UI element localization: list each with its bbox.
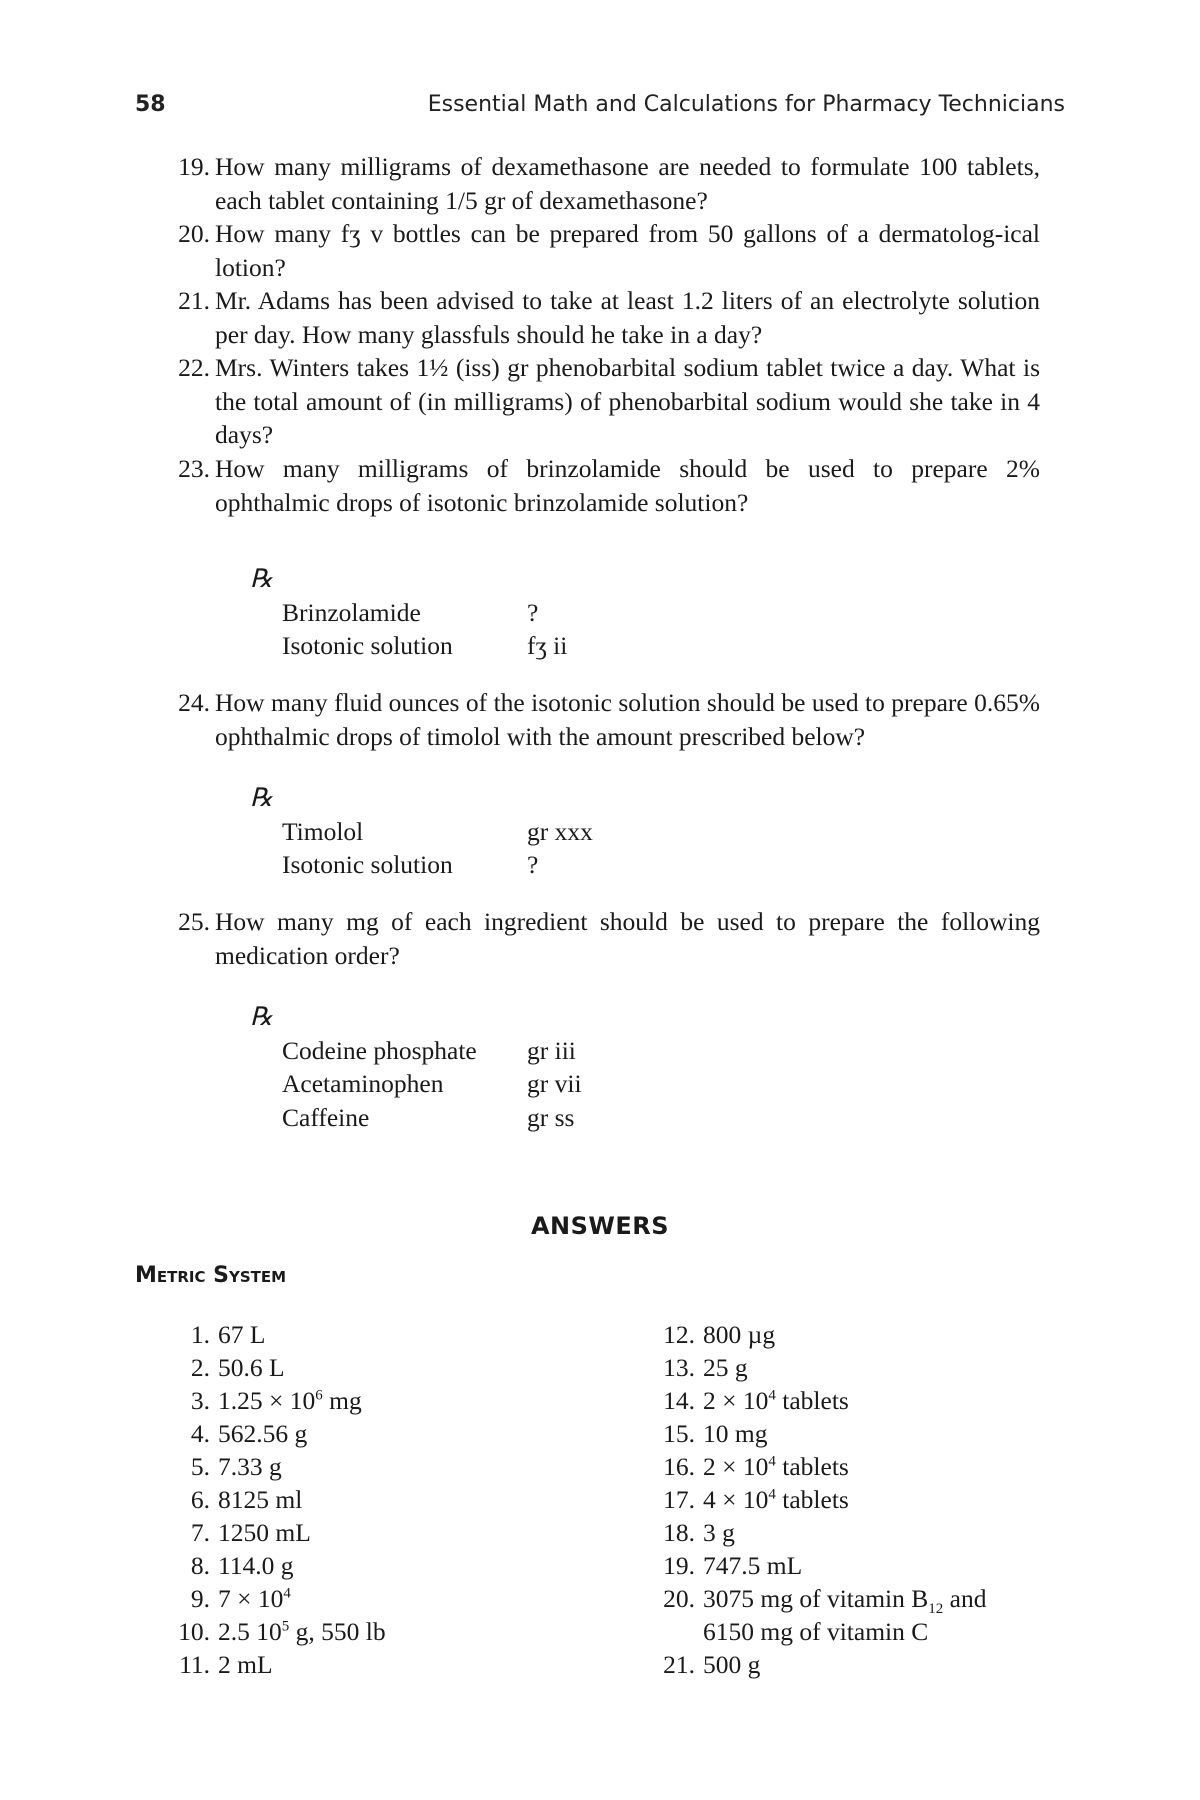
answer-item: [645, 1417, 1045, 1450]
amount: ?: [527, 850, 539, 879]
answer-item: [160, 1648, 600, 1681]
answer-text: 50.6 L: [218, 1353, 285, 1382]
prescription-row: [282, 1034, 582, 1068]
rx-symbol: ℞: [250, 783, 273, 812]
answer-item: [645, 1450, 1045, 1483]
answer-item: [645, 1351, 1045, 1384]
ingredient: Codeine phosphate: [282, 1035, 477, 1065]
answer-number: 14.: [663, 1386, 695, 1415]
answer-number: 13.: [663, 1353, 695, 1382]
answer-text: $1.25 \times 10^6$ mg: [218, 1386, 362, 1415]
ingredient: Isotonic solution: [282, 850, 453, 879]
answer-number: 6.: [190, 1485, 210, 1514]
answer-number: 18.: [663, 1518, 695, 1547]
answer-item: [645, 1549, 1045, 1582]
answer-number: 1.: [190, 1320, 210, 1349]
question-text: How many milligrams of dexamethasone are needed to formulate 100 tablets, each tablet containing 1/5 gr of dexamethasone?: [215, 152, 1040, 215]
amount: gr ss: [527, 1102, 575, 1132]
answer-item: [160, 1318, 600, 1351]
question-20: [160, 217, 1040, 284]
answer-text: $2 \times 10^4$ tablets: [703, 1386, 849, 1415]
answer-number: 21.: [663, 1650, 695, 1679]
answer-text: 800 µg: [703, 1320, 776, 1349]
prescription-row: [282, 1067, 582, 1101]
answer-item: [160, 1615, 600, 1648]
rx-symbol: ℞: [250, 564, 273, 593]
answer-text: $7 \times 10^4$: [218, 1584, 291, 1613]
answer-text: 25 g: [703, 1353, 748, 1382]
prescription-row: [282, 596, 567, 630]
answers-heading: ANSWERS: [530, 1212, 670, 1240]
rx-symbol: ℞: [250, 1002, 273, 1031]
answer-number: 3.: [190, 1386, 210, 1415]
amount: gr xxx: [527, 816, 593, 846]
answer-number: 7.: [190, 1518, 210, 1547]
answer-item: [160, 1549, 600, 1582]
answer-number: 10.: [178, 1617, 210, 1646]
question-22: [160, 351, 1040, 452]
ingredient: Acetaminophen: [282, 1069, 444, 1098]
answer-text: 8125 ml: [218, 1485, 303, 1514]
ingredient: Brinzolamide: [282, 597, 421, 627]
answer-item: [160, 1351, 600, 1384]
prescription-row: [282, 815, 593, 849]
answer-item: [645, 1483, 1045, 1516]
answer-item: [645, 1648, 1045, 1681]
prescription-2: [250, 781, 593, 882]
amount: gr iii: [527, 1035, 576, 1065]
answer-text: $4 \times 10^4$ tablets: [703, 1485, 849, 1514]
question-number: 21.: [178, 286, 210, 315]
question-number: 22.: [178, 353, 210, 382]
answer-item: [160, 1417, 600, 1450]
question-23: [160, 452, 1040, 519]
page-number: 58: [135, 92, 166, 117]
answer-number: 5.: [190, 1452, 210, 1481]
answer-item: [645, 1384, 1045, 1417]
answer-number: 4.: [190, 1419, 210, 1448]
answer-text: 562.56 g: [218, 1419, 308, 1448]
amount: ?: [527, 597, 539, 627]
prescription-table: [282, 1034, 582, 1135]
ingredient: Caffeine: [282, 1102, 370, 1132]
question-number: 23.: [178, 454, 210, 483]
ingredient: Timolol: [282, 816, 364, 846]
question-text: How many mg of each ingredient should be used to prepare the following medication order?: [215, 907, 1040, 970]
answer-text: 67 L: [218, 1320, 266, 1349]
answer-text: 747.5 mL: [703, 1551, 803, 1580]
answer-number: 15.: [663, 1419, 695, 1448]
answer-text: 2 mL: [218, 1650, 273, 1679]
answer-item: [160, 1516, 600, 1549]
question-19: [160, 150, 1040, 217]
prescription-1: [250, 562, 567, 663]
answer-text: 7.33 g: [218, 1452, 282, 1481]
question-24: [160, 686, 1040, 753]
question-number: 25.: [178, 907, 210, 936]
answer-item: [160, 1483, 600, 1516]
question-21: [160, 284, 1040, 351]
answers-right-column: [645, 1318, 1045, 1681]
question-number: 20.: [178, 219, 210, 248]
answer-item: [645, 1516, 1045, 1549]
answer-item: [160, 1384, 600, 1417]
answer-number: 17.: [663, 1485, 695, 1514]
question-25: [160, 905, 1040, 972]
question-text: Mr. Adams has been advised to take at least 1.2 liters of an electrolyte solution per day. How many glassfuls should he take in a day?: [215, 286, 1040, 349]
section-heading: Metric System: [135, 1263, 287, 1288]
prescription-table: [282, 815, 593, 882]
answer-number: 11.: [179, 1650, 210, 1679]
answer-text: 10 mg: [703, 1419, 768, 1448]
answer-text: $2 \times 10^4$ tablets: [703, 1452, 849, 1481]
answer-number: 8.: [190, 1551, 210, 1580]
answer-number: 2.: [190, 1353, 210, 1382]
answer-number: 16.: [663, 1452, 695, 1481]
answer-text: 500 g: [703, 1650, 761, 1679]
prescription-row: [282, 1101, 582, 1135]
amount: gr vii: [527, 1069, 582, 1098]
prescription-table: [282, 596, 567, 663]
answer-number: 19.: [663, 1551, 695, 1580]
ingredient: Isotonic solution: [282, 631, 453, 660]
question-number: 19.: [178, 152, 210, 181]
answer-number: 9.: [190, 1584, 210, 1613]
answer-text: 1250 mL: [218, 1518, 311, 1547]
amount: fʒ ii: [527, 631, 568, 660]
answer-item: [160, 1450, 600, 1483]
answer-item: [645, 1582, 1045, 1648]
question-text: How many fʒ v bottles can be prepared from 50 gallons of a dermatolog-ical lotion?: [215, 219, 1040, 282]
answer-text: 2.5 $10^5$ g, 550 lb: [218, 1617, 386, 1646]
question-text: How many fluid ounces of the isotonic solution should be used to prepare 0.65% ophthalmic drops of timolol with the amount prescribed below?: [215, 688, 1040, 751]
question-text: Mrs. Winters takes 1½ (iss) gr phenobarbital sodium tablet twice a day. What is the total amount of (in milligrams) of phenobarbital sodium would she take in 4 days?: [215, 353, 1040, 449]
answer-text: 3 g: [703, 1518, 735, 1547]
answer-text: 114.0 g: [218, 1551, 294, 1580]
question-text: How many milligrams of brinzolamide should be used to prepare 2% ophthalmic drops of isotonic brinzolamide solution?: [215, 454, 1040, 517]
prescription-row: [282, 848, 593, 882]
answer-number: 12.: [663, 1320, 695, 1349]
answer-number: 20.: [663, 1584, 695, 1613]
answers-left-column: [160, 1318, 600, 1681]
prescription-row: [282, 629, 567, 663]
answer-item: [160, 1582, 600, 1615]
question-number: 24.: [178, 688, 210, 717]
book-title: Essential Math and Calculations for Pharmacy Technicians: [427, 92, 1065, 117]
answer-text: 3075 mg of vitamin $B_{12}$ and 6150 mg of vitamin C: [703, 1584, 987, 1646]
prescription-3: [250, 1000, 582, 1134]
running-header: [135, 92, 1065, 117]
answer-item: [645, 1318, 1045, 1351]
